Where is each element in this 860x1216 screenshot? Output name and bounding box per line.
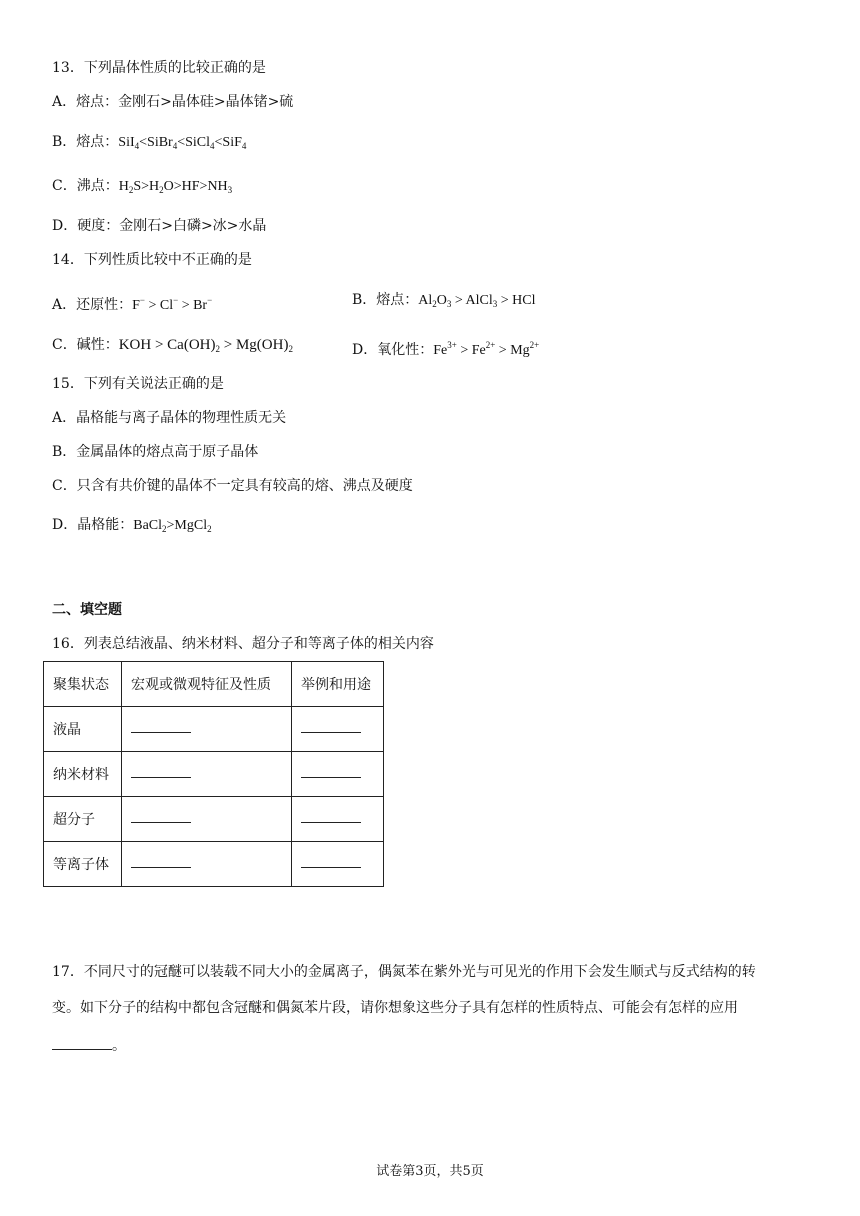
q17-answer-blank[interactable] xyxy=(52,1039,112,1050)
q15-option-c: C．只含有共价键的晶体不一定具有较高的熔、沸点及硬度 xyxy=(52,478,413,494)
row-label: 液晶 xyxy=(44,707,122,752)
q14-stem: 14．下列性质比较中不正确的是 xyxy=(52,252,252,268)
q14-option-c-formula: KOH > $Ca(OH)_2 > Mg(OH)_2$ xyxy=(118,337,293,354)
q13-option-b-label: B．熔点： xyxy=(52,134,119,150)
q15-option-d-formula: BaCl$_2$>MgCl$_2$ xyxy=(133,518,212,534)
table-row xyxy=(44,842,384,887)
section-heading: 二、填空题 xyxy=(52,602,122,618)
row-label: 纳米材料 xyxy=(44,752,122,797)
q17-line-2: 变。如下分子的结构中都包含冠醚和偶氮苯片段，请你想象这些分子具有怎样的性质特点、可能会有怎样的应用 xyxy=(52,1000,738,1016)
q13-stem: 13．下列晶体性质的比较正确的是 xyxy=(52,60,266,76)
q13-option-c xyxy=(52,176,232,200)
q14-option-d xyxy=(352,335,539,361)
table-row xyxy=(44,797,384,842)
answer-blank-cell[interactable] xyxy=(122,842,292,887)
table-header-row xyxy=(44,662,384,707)
q14-option-b xyxy=(352,290,536,314)
q15-stem: 15．下列有关说法正确的是 xyxy=(52,376,224,392)
answer-blank-cell[interactable] xyxy=(292,842,384,887)
table-header-cell: 宏观或微观特征及性质 xyxy=(122,662,292,707)
page-footer: 试卷第3页，共5页 xyxy=(376,1164,484,1179)
q13-option-c-formula: $H_2S>H_2O>HF>NH_3$ xyxy=(118,179,233,195)
table-header-cell: 聚集状态 xyxy=(44,662,122,707)
q15-option-d-label: D．晶格能： xyxy=(52,517,134,533)
table-header-cell: 举例和用途 xyxy=(292,662,384,707)
q13-option-c-label: C．沸点： xyxy=(52,178,119,194)
q14-option-c-label: C．碱性： xyxy=(52,337,119,353)
answer-blank-cell[interactable] xyxy=(292,707,384,752)
row-label: 超分子 xyxy=(44,797,122,842)
q15-option-d xyxy=(52,515,212,539)
q16-table xyxy=(43,661,384,887)
q14-option-a-formula: F− > Cl− > Br− xyxy=(132,295,213,313)
q17-end: 。 xyxy=(112,1038,126,1054)
answer-blank-cell[interactable] xyxy=(122,797,292,842)
q14-option-b-label: B．熔点： xyxy=(352,292,419,308)
q15-option-a: A．晶格能与离子晶体的物理性质无关 xyxy=(52,410,287,426)
table-row xyxy=(44,752,384,797)
answer-blank-cell[interactable] xyxy=(122,752,292,797)
answer-blank-cell[interactable] xyxy=(122,707,292,752)
q13-option-b xyxy=(52,132,246,156)
row-label: 等离子体 xyxy=(44,842,122,887)
answer-blank-cell[interactable] xyxy=(292,752,384,797)
q13-option-d: D．硬度：金刚石>白磷>冰>水晶 xyxy=(52,218,267,234)
q14-option-a-label: A．还原性： xyxy=(52,297,133,313)
answer-blank-cell[interactable] xyxy=(292,797,384,842)
q14-option-d-label: D．氧化性： xyxy=(352,342,434,358)
q14-option-a xyxy=(52,290,212,316)
table-row xyxy=(44,707,384,752)
q16-stem: 16．列表总结液晶、纳米材料、超分子和等离子体的相关内容 xyxy=(52,636,434,652)
q14-option-c xyxy=(52,335,293,359)
q17-line-3 xyxy=(52,1036,126,1056)
q14-option-d-formula: $Fe^{3+} > Fe^{2+} > Mg^{2+}$ xyxy=(433,340,540,358)
q17-line-1: 17．不同尺寸的冠醚可以装载不同大小的金属离子，偶氮苯在紫外光与可见光的作用下会发生顺式与反式结构的转 xyxy=(52,964,756,980)
q15-option-b: B．金属晶体的熔点高于原子晶体 xyxy=(52,444,259,460)
q13-option-a: A．熔点：金刚石>晶体硅>晶体锗>硫 xyxy=(52,94,294,110)
q13-option-b-formula: SiI$_4$<SiBr$_4$<SiCl$_4$<SiF$_4$ xyxy=(118,135,247,151)
q14-option-b-formula: $Al_2O_3$ > AlCl$_3$ > HCl xyxy=(418,293,536,309)
